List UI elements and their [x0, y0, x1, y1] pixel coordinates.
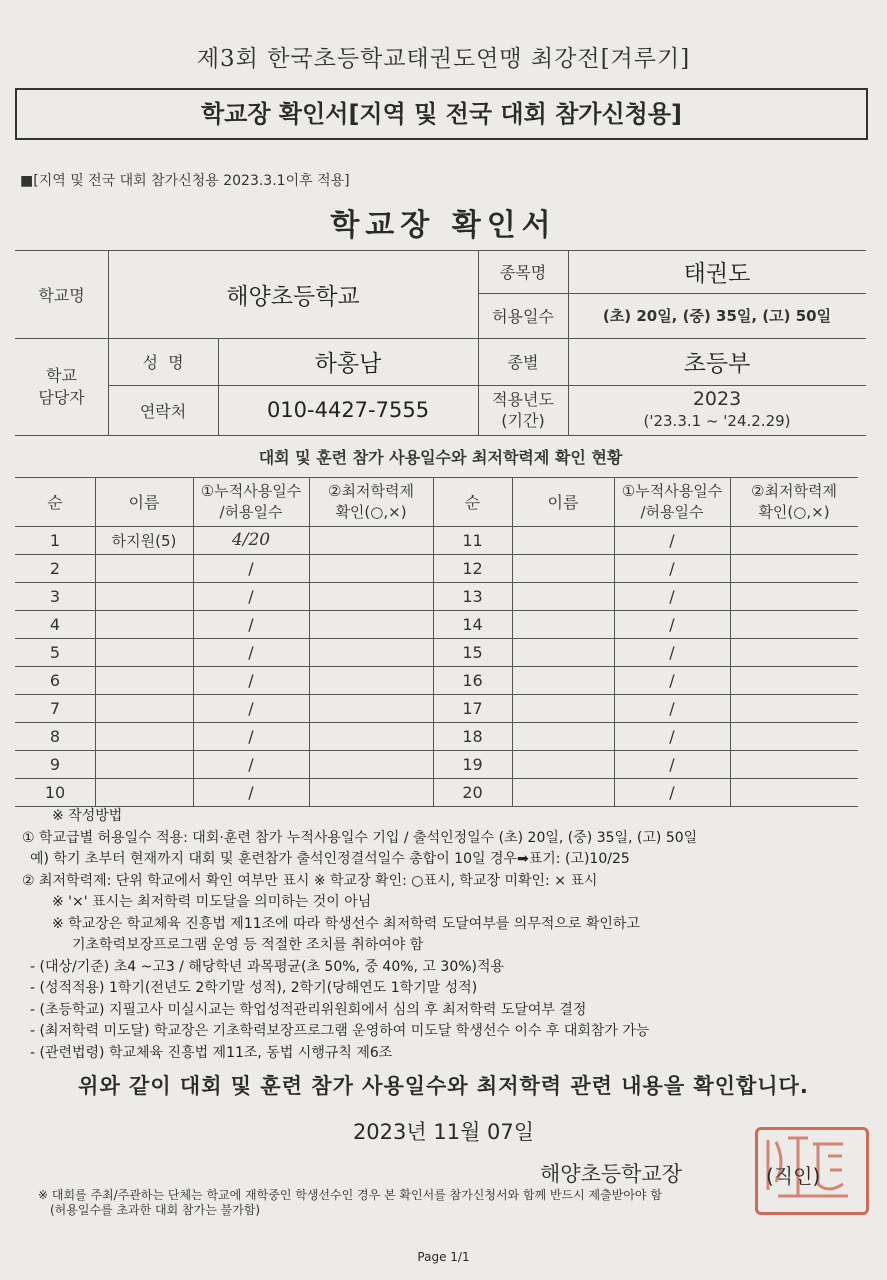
- days-used: /: [669, 586, 675, 606]
- days-used: /: [248, 754, 254, 774]
- student-name: [95, 750, 193, 778]
- days-used: /: [669, 642, 675, 662]
- row-number: 7: [49, 698, 61, 718]
- manager-label: [15, 338, 108, 435]
- student-name: [95, 722, 193, 750]
- footnote-line-2: (허용일수를 초과한 대회 참가는 불가함): [50, 1203, 261, 1217]
- header-days-right-line-2: /허용일수: [640, 502, 704, 521]
- header-no: 순: [47, 493, 63, 512]
- row-number: 12: [462, 558, 483, 578]
- student-name: [95, 778, 193, 806]
- row-number: 14: [462, 614, 483, 634]
- row-number: 10: [44, 782, 66, 802]
- days-used: /: [248, 698, 254, 718]
- header-academic-right-line-1: ②최저학력제: [751, 481, 837, 500]
- academic-check: [309, 526, 433, 554]
- form-box-title: 학교장 확인서[지역 및 전국 대회 참가신청용]: [15, 88, 868, 140]
- academic-check: [730, 722, 858, 750]
- division-label: 종별: [507, 353, 539, 372]
- student-name: [95, 610, 193, 638]
- student-name: [512, 582, 614, 610]
- student-name: [512, 722, 614, 750]
- header-academic-line-1: ②최저학력제: [328, 481, 414, 500]
- note-line: - (관련법령) 학교체육 진흥법 제11조, 동법 시행규칙 제6조: [30, 1044, 393, 1061]
- academic-check: [730, 526, 858, 554]
- academic-check: [309, 750, 433, 778]
- main-title: 학교장 확인서: [330, 208, 557, 243]
- school-value: 해양초등학교: [226, 283, 360, 310]
- note-line: - (대상/기준) 초4 ~고3 / 해당학년 과목평균(초 50%, 중 40%, 고 30%)적용: [30, 958, 505, 975]
- days-used: /: [669, 698, 675, 718]
- row-number: 11: [462, 530, 483, 550]
- row-number: 20: [462, 782, 483, 802]
- student-name: 하지원(5): [111, 531, 177, 550]
- academic-check: [730, 638, 858, 666]
- header-academic: [309, 477, 433, 526]
- confirmation-statement: 위와 같이 대회 및 훈련 참가 사용일수와 최저학력 관련 내용을 확인합니다.: [78, 1074, 809, 1098]
- student-name: [512, 610, 614, 638]
- name-label: 성 명: [142, 353, 184, 372]
- days-used: /: [248, 586, 254, 606]
- note-line: - (성적적용) 1학기(전년도 2학기말 성적), 2학기(당해연도 1학기말 성적): [30, 980, 478, 996]
- row-number: 15: [462, 642, 483, 662]
- days-used: /: [248, 614, 254, 634]
- note-line: ② 최저학력제: 단위 학교에서 확인 여부만 표시 ※ 학교장 확인: ○표시, 학교장 미확인: × 표시: [22, 872, 598, 889]
- note-line: 예) 학기 초부터 현재까지 대회 및 훈련참가 출석인정결석일수 총합이 10일 경우➡표기: (고)10/25: [30, 851, 630, 867]
- academic-check: [309, 582, 433, 610]
- student-name: [95, 554, 193, 582]
- sport-value: 태권도: [683, 261, 751, 287]
- academic-check: [730, 778, 858, 806]
- days-used: /: [248, 642, 254, 662]
- table-title: 대회 및 훈련 참가 사용일수와 최저학력제 확인 현황: [258, 447, 623, 467]
- note-line: ※ '×' 표시는 최저학력 미도달을 의미하는 것이 아님: [52, 894, 372, 910]
- issue-date: 2023년 11월 07일: [352, 1120, 535, 1144]
- page-number: Page 1/1: [417, 1250, 470, 1264]
- header-days-right: [614, 477, 730, 526]
- days-used: /: [248, 726, 254, 746]
- days-used: /: [669, 558, 675, 578]
- header-academic-line-2: 확인(○,×): [335, 502, 407, 521]
- days-used: /: [248, 670, 254, 690]
- row-number: 17: [462, 698, 483, 718]
- writing-instructions: [22, 806, 872, 1064]
- student-name: [512, 666, 614, 694]
- footnote-line-1: ※ 대회를 주최/주관하는 단체는 학교에 재학중인 학생선수인 경우 본 확인서를 참가신청서와 함께 반드시 제출받아야 함: [38, 1188, 662, 1202]
- days-used: /: [248, 782, 254, 802]
- year-value-period: ('23.3.1 ~ '24.2.29): [643, 412, 791, 430]
- academic-check: [309, 694, 433, 722]
- header-days-right-line-1: ①누적사용일수: [621, 481, 723, 500]
- row-number: 18: [462, 726, 483, 746]
- academic-check: [730, 750, 858, 778]
- academic-check: [309, 610, 433, 638]
- note-line: - (초등학교) 지필고사 미실시교는 학업성적관리위원회에서 심의 후 최저학력 도달여부 결정: [30, 1001, 587, 1018]
- header-academic-right: [730, 477, 858, 526]
- academic-check: [730, 610, 858, 638]
- row-number: 13: [462, 586, 483, 606]
- seal-label: (직인): [766, 1164, 821, 1188]
- academic-check: [309, 778, 433, 806]
- days-used: /: [248, 558, 254, 578]
- header-days: [193, 477, 309, 526]
- student-name: [512, 554, 614, 582]
- sport-label: 종목명: [499, 263, 547, 282]
- days-used: /: [669, 726, 675, 746]
- row-number: 6: [49, 670, 61, 690]
- row-number: 5: [49, 642, 61, 662]
- header-name-right: 이름: [547, 493, 579, 512]
- row-number: 16: [462, 670, 483, 690]
- student-name: [512, 750, 614, 778]
- academic-check: [309, 722, 433, 750]
- academic-check: [730, 582, 858, 610]
- student-name: [95, 694, 193, 722]
- note-line: ※ 학교장은 학교체육 진흥법 제11조에 따라 학생선수 최저학력 도달여부를 의무적으로 확인하고: [52, 915, 640, 932]
- student-name: [512, 694, 614, 722]
- academic-check: [309, 666, 433, 694]
- student-name: [512, 778, 614, 806]
- note-line: - (최저학력 미도달) 학교장은 기초학력보장프로그램 운영하여 미도달 학생선수 이수 후 대회참가 가능: [30, 1023, 650, 1039]
- academic-check: [730, 694, 858, 722]
- header-no-right: 순: [464, 493, 481, 512]
- applicability-note: ■[지역 및 전국 대회 참가신청용 2023.3.1이후 적용]: [20, 173, 350, 189]
- year-value-year: 2023: [692, 388, 742, 410]
- principal-name: 해양초등학교장: [540, 1162, 683, 1186]
- header-academic-right-line-2: 확인(○,×): [758, 502, 830, 521]
- row-number: 4: [49, 614, 61, 634]
- days-used: 4/20: [231, 530, 271, 550]
- row-number: 19: [462, 754, 483, 774]
- academic-check: [309, 554, 433, 582]
- note-heading: ※ 작성방법: [52, 808, 123, 824]
- days-used: /: [669, 670, 675, 690]
- academic-check: [309, 638, 433, 666]
- year-label: [478, 385, 568, 435]
- academic-check: [730, 554, 858, 582]
- student-name: [512, 638, 614, 666]
- header-name: 이름: [128, 493, 160, 512]
- note-line: ① 학교급별 허용일수 적용: 대회·훈련 참가 누적사용일수 기입 / 출석인정일수 (초) 20일, (중) 35일, (고) 50일: [22, 829, 698, 846]
- header-days-line-1: ①누적사용일수: [200, 481, 302, 500]
- days-used: /: [669, 530, 675, 550]
- row-number: 8: [49, 726, 61, 746]
- student-name: [95, 582, 193, 610]
- days-used: /: [669, 614, 675, 634]
- school-label: 학교명: [38, 285, 85, 305]
- manager-label-line-2: 담당자: [38, 387, 85, 407]
- student-name: [512, 526, 614, 554]
- name-value: 하홍남: [314, 351, 382, 377]
- year-value: [568, 385, 866, 435]
- footnote: [38, 1188, 878, 1218]
- contact-value: 010-4427-7555: [266, 398, 430, 422]
- note-line: 기초학력보장프로그램 운영 등 적절한 조치를 취하여야 함: [72, 937, 424, 953]
- days-used: /: [669, 782, 675, 802]
- header-days-line-2: /허용일수: [219, 502, 283, 521]
- row-number: 9: [49, 754, 61, 774]
- manager-label-line-1: 학교: [46, 365, 77, 385]
- row-number: 1: [49, 530, 61, 550]
- allowed-label: 허용일수: [492, 307, 554, 326]
- event-title: 제3회 한국초등학교태권도연맹 최강전[겨루기]: [196, 46, 691, 72]
- contact-label: 연락처: [139, 401, 187, 421]
- days-used: /: [669, 754, 675, 774]
- division-value: 초등부: [683, 351, 751, 377]
- row-number: 2: [49, 558, 61, 578]
- academic-check: [730, 666, 858, 694]
- year-label-line-1: 적용년도: [492, 390, 554, 409]
- row-number: 3: [49, 586, 61, 606]
- student-name: [95, 638, 193, 666]
- year-label-line-2: (기간): [501, 411, 545, 430]
- allowed-value: (초) 20일, (중) 35일, (고) 50일: [602, 307, 832, 325]
- student-name: [95, 666, 193, 694]
